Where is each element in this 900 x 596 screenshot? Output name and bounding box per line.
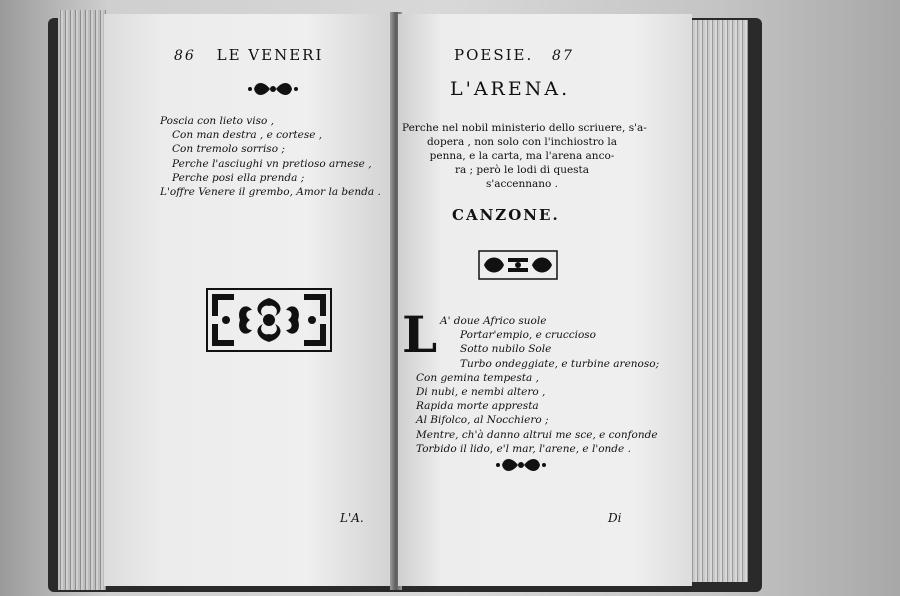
- running-head-right: POESIE. 87: [454, 46, 574, 64]
- verse-line: Al Bifolco, al Nocchiero ;: [416, 414, 549, 427]
- verse-line: Turbo ondeggiate, e turbine arenoso;: [460, 357, 660, 370]
- verse-line: Mentre, ch'à danno altrui me sce, e confonde: [416, 428, 658, 441]
- verse-line: Poscia con lieto viso ,: [160, 115, 274, 127]
- argument-line: s'accennano .: [485, 178, 559, 190]
- verse-line: Torbido il lido, e'l mar, l'arene, e l'onde .: [416, 442, 631, 455]
- fleuron-icon: [246, 78, 300, 100]
- verse-line: Sotto nubilo Sole: [460, 343, 552, 356]
- running-head-left: 86 LE VENERI: [174, 46, 324, 64]
- woodcut-ornament-icon: [206, 288, 332, 352]
- verse-line: Perche l'asciughi vn pretioso arnese ,: [172, 157, 372, 170]
- verse-line: A' doue Africo suole: [440, 315, 547, 327]
- verse-line: Con gemina tempesta ,: [416, 371, 539, 384]
- catchword-right: Di: [608, 511, 622, 525]
- verse-line: Con man destra , e cortese ,: [172, 129, 323, 142]
- argument-line: dopera , non solo con l'inchiostro la: [426, 136, 618, 148]
- verse-line: Con tremolo sorriso ;: [172, 143, 285, 156]
- poem-title: L'ARENA.: [450, 78, 571, 100]
- drop-cap: L: [402, 305, 438, 364]
- argument-block: [402, 121, 647, 191]
- left-verse-block: [160, 114, 381, 199]
- page-number-right: 87: [552, 48, 574, 64]
- verse-line: Di nubi, e nembi altero ,: [416, 386, 546, 399]
- verse-line: Portar'empio, e crucciosο: [460, 329, 596, 342]
- argument-line: penna, e la carta, ma l'arena anco-: [429, 150, 615, 162]
- argument-line: Perche nel nobil ministerio dello scriuere, s'a-: [402, 122, 647, 134]
- verse-line: L'offre Venere il grembo, Amor la benda .: [160, 186, 381, 199]
- right-verse-block: [416, 314, 660, 456]
- right-page: [398, 14, 692, 586]
- page-edges-right: [690, 20, 748, 582]
- catchword-left: L'A.: [340, 511, 364, 525]
- argument-line: ra ; però le lodi di questa: [454, 164, 590, 176]
- section-heading: CANZONE.: [452, 206, 560, 224]
- fleuron-icon: [478, 250, 558, 280]
- verse-line: Rapida morte appresta: [416, 400, 539, 413]
- left-page: [104, 14, 394, 586]
- fleuron-icon: [494, 454, 548, 476]
- page-edges-left: [58, 10, 106, 590]
- page-number-left: 86: [174, 48, 196, 64]
- verse-line: Perche posi ella prenda ;: [172, 171, 305, 184]
